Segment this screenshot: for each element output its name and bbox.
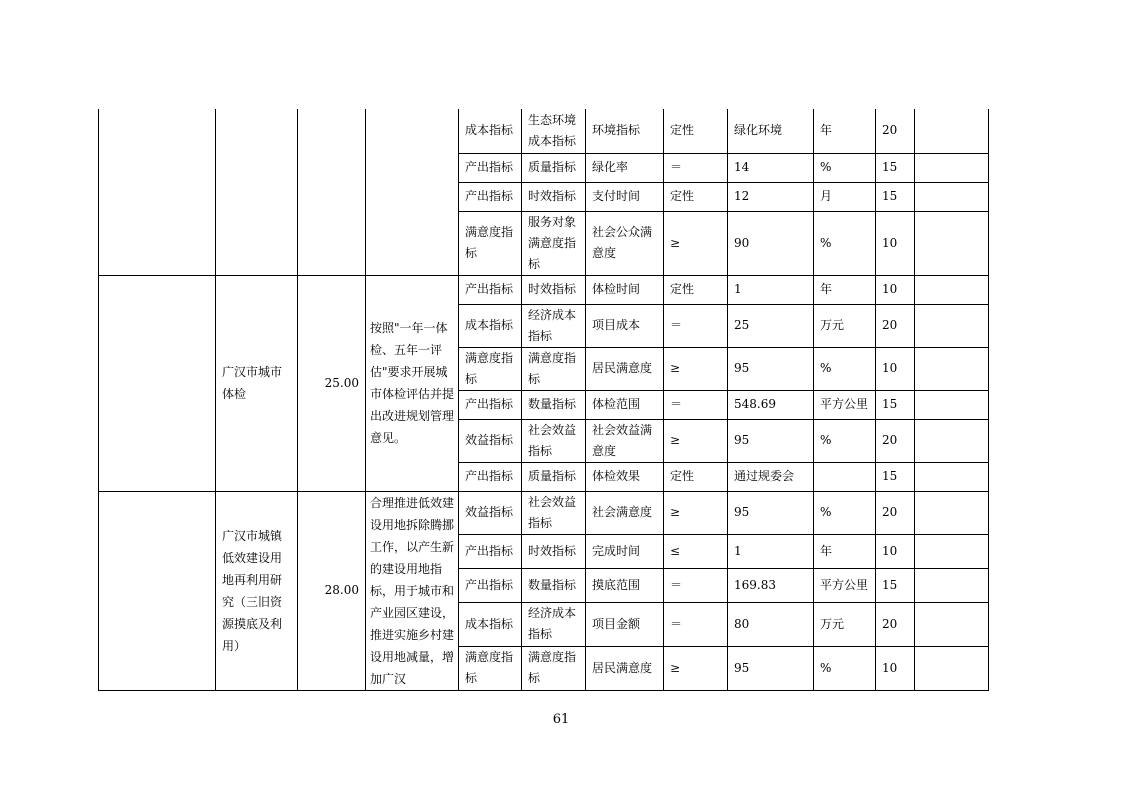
project-description: 按照"一年一体检、五年一评估"要求开展城市体检评估并提出改进规划管理意见。	[366, 275, 459, 491]
operator: ＝	[664, 304, 728, 347]
indicator-level3: 居民满意度	[586, 347, 664, 390]
operator: 定性	[664, 109, 728, 153]
target-value: 通过规委会	[728, 462, 814, 491]
target-value: 绿化环境	[728, 109, 814, 153]
remarks	[915, 602, 989, 646]
target-value: 169.83	[728, 569, 814, 603]
indicator-level1: 成本指标	[459, 109, 522, 153]
target-value: 95	[728, 646, 814, 690]
weight: 20	[876, 304, 915, 347]
remarks	[915, 569, 989, 603]
weight: 15	[876, 569, 915, 603]
remarks	[915, 109, 989, 153]
table-row	[99, 109, 989, 153]
remarks	[915, 419, 989, 462]
unit: %	[814, 419, 876, 462]
weight: 20	[876, 491, 915, 535]
indicator-level3: 体检范围	[586, 390, 664, 419]
remarks	[915, 535, 989, 569]
remarks	[915, 153, 989, 182]
indicator-level3: 体检时间	[586, 275, 664, 304]
indicator-level3: 社会公众满意度	[586, 211, 664, 275]
operator: ＝	[664, 569, 728, 603]
indicator-level1: 产出指标	[459, 390, 522, 419]
target-value: 12	[728, 182, 814, 211]
operator: ＝	[664, 602, 728, 646]
project-amount: 25.00	[298, 275, 366, 491]
indicator-level2: 服务对象满意度指标	[522, 211, 586, 275]
target-value: 80	[728, 602, 814, 646]
indicator-level2: 数量指标	[522, 390, 586, 419]
unit: %	[814, 347, 876, 390]
target-value: 95	[728, 347, 814, 390]
indicator-level3: 项目金额	[586, 602, 664, 646]
unit: %	[814, 211, 876, 275]
weight: 15	[876, 182, 915, 211]
indicator-level1: 满意度指标	[459, 646, 522, 690]
indicator-level1: 成本指标	[459, 304, 522, 347]
indicator-level1: 效益指标	[459, 419, 522, 462]
indicator-level1: 产出指标	[459, 153, 522, 182]
table-row	[99, 275, 989, 304]
unit: %	[814, 646, 876, 690]
target-value: 1	[728, 535, 814, 569]
weight: 15	[876, 462, 915, 491]
operator: 定性	[664, 275, 728, 304]
project-description	[366, 109, 459, 275]
target-value: 14	[728, 153, 814, 182]
operator: ＝	[664, 390, 728, 419]
indicator-level3: 社会效益满意度	[586, 419, 664, 462]
indicator-level1: 成本指标	[459, 602, 522, 646]
target-value: 548.69	[728, 390, 814, 419]
remarks	[915, 347, 989, 390]
target-value: 95	[728, 419, 814, 462]
unit: %	[814, 491, 876, 535]
indicator-level1: 产出指标	[459, 535, 522, 569]
indicator-level3: 社会满意度	[586, 491, 664, 535]
target-value: 95	[728, 491, 814, 535]
table-body	[99, 109, 989, 690]
operator: ≤	[664, 535, 728, 569]
indicator-level1: 产出指标	[459, 569, 522, 603]
indicator-level1: 满意度指标	[459, 211, 522, 275]
indicator-level3: 环境指标	[586, 109, 664, 153]
indicator-level2: 生态环境成本指标	[522, 109, 586, 153]
indicator-level1: 产出指标	[459, 462, 522, 491]
indicator-level1: 产出指标	[459, 275, 522, 304]
project-amount: 28.00	[298, 491, 366, 690]
indicator-level2: 质量指标	[522, 462, 586, 491]
table-row	[99, 491, 989, 535]
unit: 平方公里	[814, 569, 876, 603]
remarks	[915, 491, 989, 535]
remarks	[915, 646, 989, 690]
indicator-level3: 摸底范围	[586, 569, 664, 603]
indicator-level3: 居民满意度	[586, 646, 664, 690]
indicator-level1: 产出指标	[459, 182, 522, 211]
project-name	[216, 109, 298, 275]
operator: ≥	[664, 347, 728, 390]
target-value: 25	[728, 304, 814, 347]
weight: 15	[876, 390, 915, 419]
indicator-level2: 经济成本指标	[522, 304, 586, 347]
remarks	[915, 390, 989, 419]
unit: 年	[814, 535, 876, 569]
unit: 年	[814, 275, 876, 304]
weight: 20	[876, 602, 915, 646]
operator: 定性	[664, 182, 728, 211]
weight: 15	[876, 153, 915, 182]
weight: 10	[876, 535, 915, 569]
project-description: 合理推进低效建设用地拆除腾挪工作，以产生新的建设用地指标，用于城市和产业园区建设，推进实施乡村建设用地减量，增加广汉	[366, 491, 459, 690]
target-value: 1	[728, 275, 814, 304]
indicator-level1: 效益指标	[459, 491, 522, 535]
unit: 年	[814, 109, 876, 153]
remarks	[915, 211, 989, 275]
weight: 10	[876, 275, 915, 304]
indicator-level3: 支付时间	[586, 182, 664, 211]
indicator-level1: 满意度指标	[459, 347, 522, 390]
indicator-level2: 社会效益指标	[522, 491, 586, 535]
indicator-level3: 项目成本	[586, 304, 664, 347]
project-amount	[298, 109, 366, 275]
operator: 定性	[664, 462, 728, 491]
unit: 万元	[814, 304, 876, 347]
indicator-level3: 体检效果	[586, 462, 664, 491]
weight: 10	[876, 347, 915, 390]
remarks	[915, 462, 989, 491]
page-number: 61	[552, 712, 570, 727]
weight: 10	[876, 646, 915, 690]
project-name: 广汉市城市体检	[216, 275, 298, 491]
indicator-level2: 数量指标	[522, 569, 586, 603]
remarks	[915, 304, 989, 347]
weight: 20	[876, 419, 915, 462]
indicator-level2: 社会效益指标	[522, 419, 586, 462]
operator: ≥	[664, 491, 728, 535]
operator: ≥	[664, 211, 728, 275]
unit: 月	[814, 182, 876, 211]
target-value: 90	[728, 211, 814, 275]
project-name: 广汉市城镇低效建设用地再利用研究（三旧资源摸底及利用）	[216, 491, 298, 690]
unit: %	[814, 153, 876, 182]
indicator-level2: 时效指标	[522, 275, 586, 304]
indicator-level2: 时效指标	[522, 182, 586, 211]
operator: ＝	[664, 153, 728, 182]
indicator-level3: 完成时间	[586, 535, 664, 569]
indicator-level2: 满意度指标	[522, 646, 586, 690]
unit: 平方公里	[814, 390, 876, 419]
performance-indicator-table	[98, 109, 989, 691]
indicator-level2: 质量指标	[522, 153, 586, 182]
department-cell	[99, 275, 216, 491]
indicator-level2: 时效指标	[522, 535, 586, 569]
indicator-level2: 经济成本指标	[522, 602, 586, 646]
remarks	[915, 275, 989, 304]
weight: 20	[876, 109, 915, 153]
weight: 10	[876, 211, 915, 275]
operator: ≥	[664, 419, 728, 462]
indicator-level2: 满意度指标	[522, 347, 586, 390]
operator: ≥	[664, 646, 728, 690]
unit	[814, 462, 876, 491]
department-cell	[99, 491, 216, 690]
indicator-level3: 绿化率	[586, 153, 664, 182]
remarks	[915, 182, 989, 211]
department-cell	[99, 109, 216, 275]
unit: 万元	[814, 602, 876, 646]
